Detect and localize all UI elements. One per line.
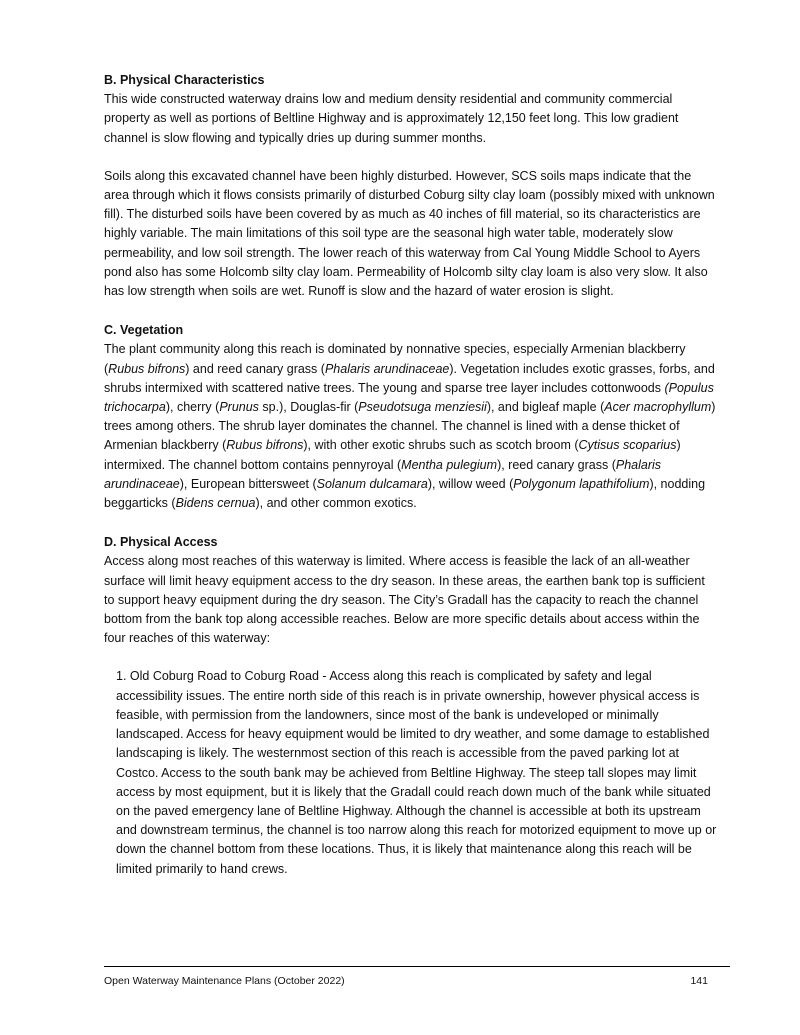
section-physical-access [104, 533, 718, 878]
section-heading: D. Physical Access [104, 535, 218, 550]
vegetation-paragraph: The plant community along this reach is dominated by nonnative species, especially Armenian blackberry (Rubus bifrons) and reed canary grass (Phalaris arundinaceae). Vegetation includes exotic grasses, forbs, and shrubs intermixed with scattered native trees. The young and sparse tree layer includes cottonwoods (Populus trichocarpa), cherry (Prunus sp.), Douglas-fir (Pseudotsuga menziesii), and bigleaf maple (Acer macrophyllum) trees among others. The shrub layer dominates the channel. The channel is lined with a dense thicket of Armenian blackberry (Rubus bifrons), with other exotic shrubs such as scotch broom (Cytisus scoparius) intermixed. The channel bottom contains pennyroyal (Mentha pulegium), reed canary grass (Phalaris arundinaceae), European bittersweet (Solanum dulcamara), willow weed (Polygonum lapathifolium), nodding beggarticks (Bidens cernua), and other common exotics. [104, 342, 716, 511]
footer-title: Open Waterway Maintenance Plans (October 2022) [104, 975, 345, 987]
list-item: 1. Old Coburg Road to Coburg Road - Access along this reach is complicated by safety and legal accessibility issues. The entire north side of this reach is in private ownership, however physical access is feasible, with permission from the landowners, since most of the bank is undeveloped or minimally landscaped. Access for heavy equipment would be limited to dry weather, and some damage to established landscaping is likely. The westernmost section of this reach is accessible from the paved parking lot at Costco. Access to the south bank may be achieved from Beltline Highway. The steep tall slopes may limit access by most equipment, but it is likely that the Gradall could reach down much of the bank while situated on the paved emergency lane of Beltline Highway. Although the channel is accessible at both its upstream and downstream terminus, the channel is too narrow along this reach for motorized equipment to move up or down the channel bottom from these locations. Thus, it is likely that maintenance along this reach will be limited primarily to hand crews. [116, 669, 717, 876]
section-vegetation [104, 321, 718, 513]
paragraph: This wide constructed waterway drains low and medium density residential and community commercial property as well as portions of Beltline Highway and is approximately 12,150 feet long. This low gradient channel is slow flowing and typically dries up during summer months. [104, 92, 679, 145]
section-heading: B. Physical Characteristics [104, 73, 265, 87]
page-footer [104, 966, 730, 987]
section-heading: C. Vegetation [104, 323, 184, 338]
paragraph: Soils along this excavated channel have been highly disturbed. However, SCS soils maps indicate that the area through which it flows consists primarily of disturbed Coburg silty clay loam (possibly mixed with unknown fill). The disturbed soils have been covered by as much as 40 inches of fill material, so its characteristics are highly variable. The main limitations of this soil type are the seasonal high water table, moderately slow permeability, and low soil strength. The lower reach of this waterway from Cal Young Middle School to Ayers pond also has some Holcomb silty clay loam. Permeability of Holcomb silty clay loam is also very slow. It also has low strength when soils are wet. Runoff is slow and the hazard of water erosion is slight. [104, 168, 715, 299]
paragraph: Access along most reaches of this waterway is limited. Where access is feasible the lack of an all-weather surface will limit heavy equipment access to the dry season. In these areas, the earthen bank top is sufficient to support heavy equipment during the dry season. The City’s Gradall has the capacity to reach the channel bottom from the bank top along accessible reaches. Below are more specific details about access within the four reaches of this waterway: [104, 554, 705, 646]
reach-list [116, 667, 718, 878]
page-number: 141 [690, 975, 708, 987]
document-body [104, 71, 718, 899]
section-physical-characteristics [104, 71, 718, 301]
